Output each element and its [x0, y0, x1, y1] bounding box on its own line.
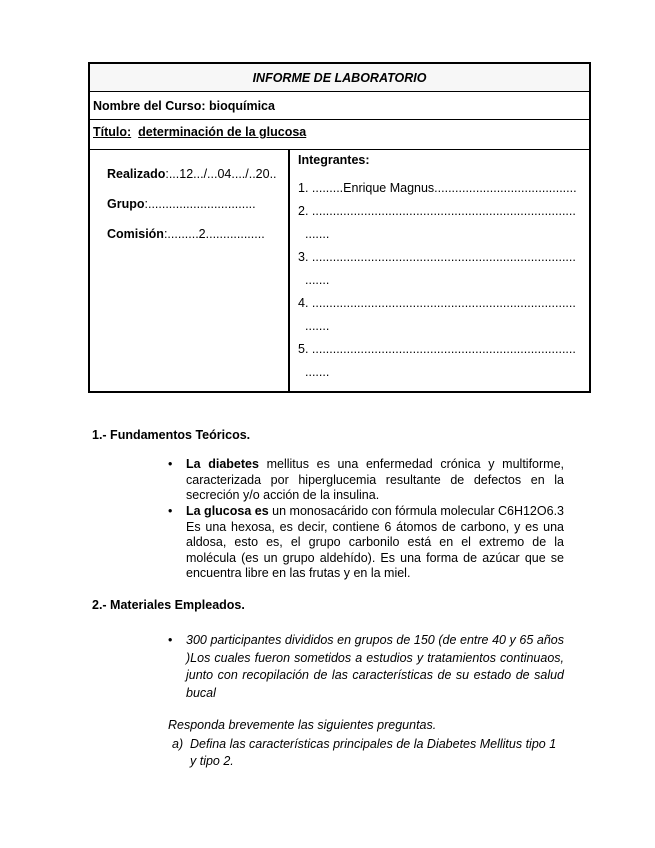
- realizado-field: Realizado:...12.../...04..../..20..: [107, 167, 277, 181]
- section-2-heading: 2.- Materiales Empleados.: [92, 598, 245, 612]
- integrantes-label: Integrantes:: [298, 153, 370, 167]
- members-panel: [290, 150, 589, 391]
- details-left: [90, 150, 290, 391]
- section-1-heading: 1.- Fundamentos Teóricos.: [92, 428, 251, 442]
- member-1: 1. .........Enrique Magnus.........................................: [298, 181, 577, 195]
- member-4: 4. ............................................................................ .......: [298, 296, 576, 333]
- member-5: 5. ............................................................................ .......: [298, 342, 576, 379]
- questions-prompt: Responda brevemente las siguientes preguntas.: [168, 718, 437, 732]
- title-value: determinación de la glucosa: [138, 125, 307, 139]
- report-title-row: [90, 120, 589, 150]
- member-2: 2. ............................................................................ .......: [298, 204, 576, 241]
- report-header-table: [88, 62, 591, 393]
- bullet-glucosa: • La glucosa es un monosacárido con fórmula molecular C6H12O6.3 Es una hexosa, es decir, contiene 6 átomos de carbono, y es una aldosa, esto es, el grupo carbonilo está en el extremo de la molécula (es un grupo aldehído). Es una forma de azúcar que se encuentra libre en las frutas y en la miel.: [168, 504, 564, 580]
- report-title: INFORME DE LABORATORIO: [90, 64, 589, 92]
- question-a: a) Defina las características principales de la Diabetes Mellitus tipo 1 y tipo 2.: [172, 737, 557, 768]
- member-3: 3. ............................................................................ .......: [298, 250, 576, 287]
- bullet-participants: • 300 participantes divididos en grupos de 150 (de entre 40 y 65 años )Los cuales fueron sometidos a estudios y tratamientos continuaos, junto con recopilación de las características de su estado de salud bucal: [168, 633, 564, 700]
- details-row: [90, 150, 589, 391]
- course-name: Nombre del Curso: bioquímica: [90, 92, 589, 120]
- bullet-diabetes: • La diabetes mellitus es una enfermedad crónica y multiforme, caracterizada por hiperglucemia resultante de defectos en la secreción y/o acción de la insulina.: [168, 457, 564, 502]
- title-label: Título:: [93, 125, 132, 139]
- comision-field: Comisión:.........2.................: [107, 227, 265, 241]
- grupo-field: Grupo:...............................: [107, 197, 256, 211]
